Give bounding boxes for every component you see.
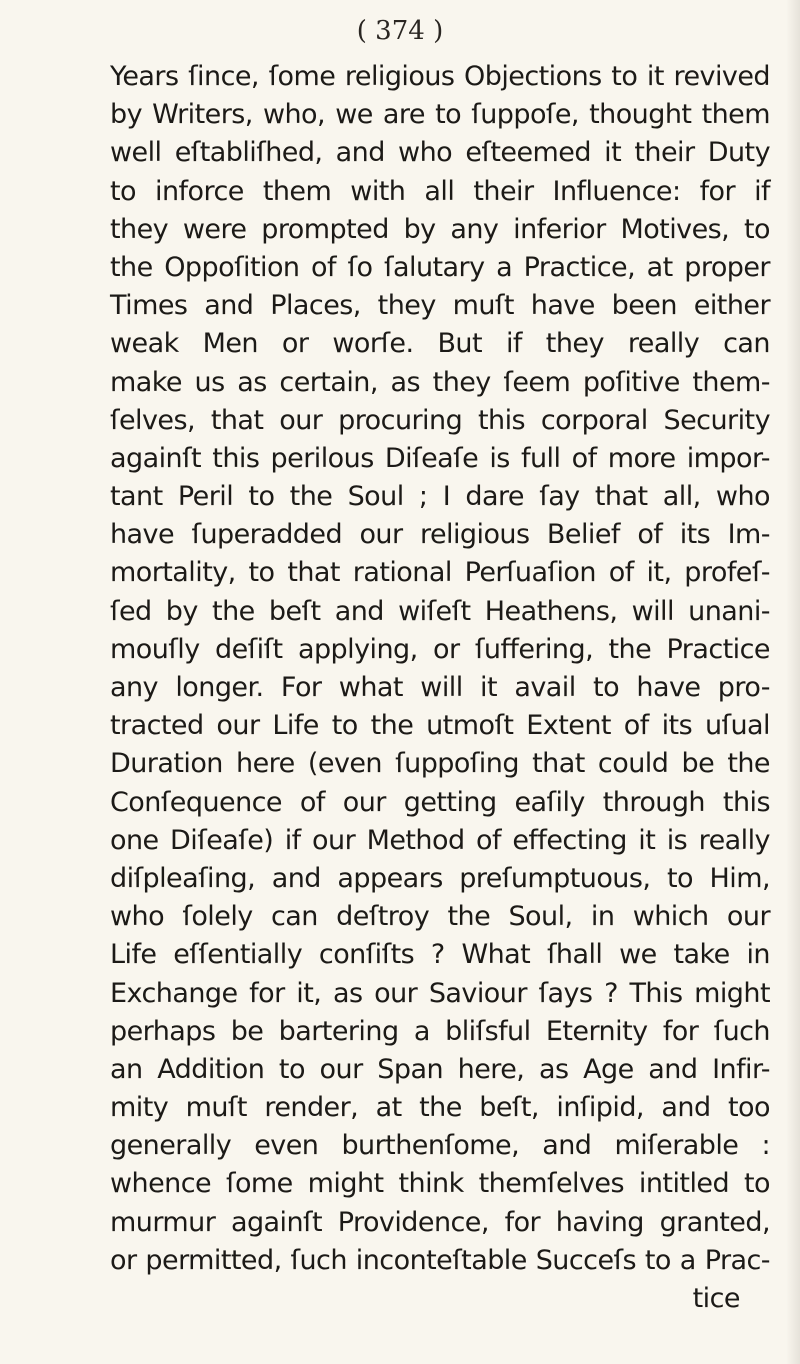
text-line: any longer. For what will it avail to have pro- [110, 672, 770, 703]
text-line: the Oppoſition of ſo ſalutary a Practice, at proper [110, 251, 770, 283]
text-line: Times and Places, they muſt have been either [110, 290, 770, 322]
text-line: an Addition to our Span here, as Age and Infir- [110, 1053, 770, 1085]
text-line: Duration here (even ſuppoſing that could be the [110, 748, 770, 780]
text-line: tant Peril to the Soul ; I dare ſay that all, who [110, 481, 770, 513]
page-number: ( 374 ) [356, 16, 444, 46]
text-line: to inforce them with all their Influence: for if [110, 175, 770, 207]
page-edge-shadow [786, 0, 800, 1364]
text-line: Years ſince, ſome religious Objections to it revived [110, 61, 770, 92]
text-line: weak Men or worſe. But if they really can [110, 328, 770, 360]
text-line: who ſolely can deſtroy the Soul, in which our [110, 901, 770, 933]
text-line: Conſequence of our getting eaſily through this [110, 786, 770, 818]
text-line: perhaps be bartering a bliſsful Eternity for ſuch [110, 1015, 770, 1047]
text-line: ſelves, that our procuring this corporal Security [110, 404, 770, 436]
text-line: Life eſſentially conſiſts ? What ſhall we take in [110, 939, 770, 971]
text-line: diſpleaſing, and appears preſumptuous, to Him, [110, 862, 770, 894]
text-line: tice [692, 1283, 740, 1314]
text-line: by Writers, who, we are to ſuppoſe, thought them [110, 99, 770, 131]
text-line: they were prompted by any inferior Motives, to [110, 213, 770, 245]
text-line: whence ſome might think themſelves intitled to [110, 1168, 770, 1200]
text-line: one Diſeaſe) if our Method of effecting it is really [110, 824, 770, 856]
text-line: mouſly deſiſt applying, or ſuffering, the Practice [110, 633, 770, 665]
text-line: murmur againſt Providence, for having granted, [110, 1206, 770, 1238]
text-line: mity muſt render, at the beſt, inſipid, and too [110, 1092, 770, 1124]
text-line: generally even burthenſome, and miſerable : [110, 1130, 770, 1162]
text-line: ſed by the beſt and wiſeſt Heathens, will unani- [110, 595, 770, 627]
text-line: make us as certain, as they ſeem poſitive them- [110, 366, 770, 398]
text-line: well eſtabliſhed, and who eſteemed it their Duty [110, 137, 770, 169]
body-text [110, 58, 770, 1318]
text-line: tracted our Life to the utmoſt Extent of its uſual [110, 710, 770, 742]
text-line: have ſuperadded our religious Belief of its Im- [110, 519, 770, 551]
text-line: againſt this perilous Diſeaſe is full of more impor- [110, 442, 770, 474]
text-line: Exchange for it, as our Saviour ſays ? This might [110, 977, 770, 1009]
text-line: or permitted, ſuch inconteſtable Succeſs to a Prac- [110, 1244, 770, 1276]
text-line: mortality, to that rational Perſuaſion of it, profeſ- [110, 557, 770, 589]
